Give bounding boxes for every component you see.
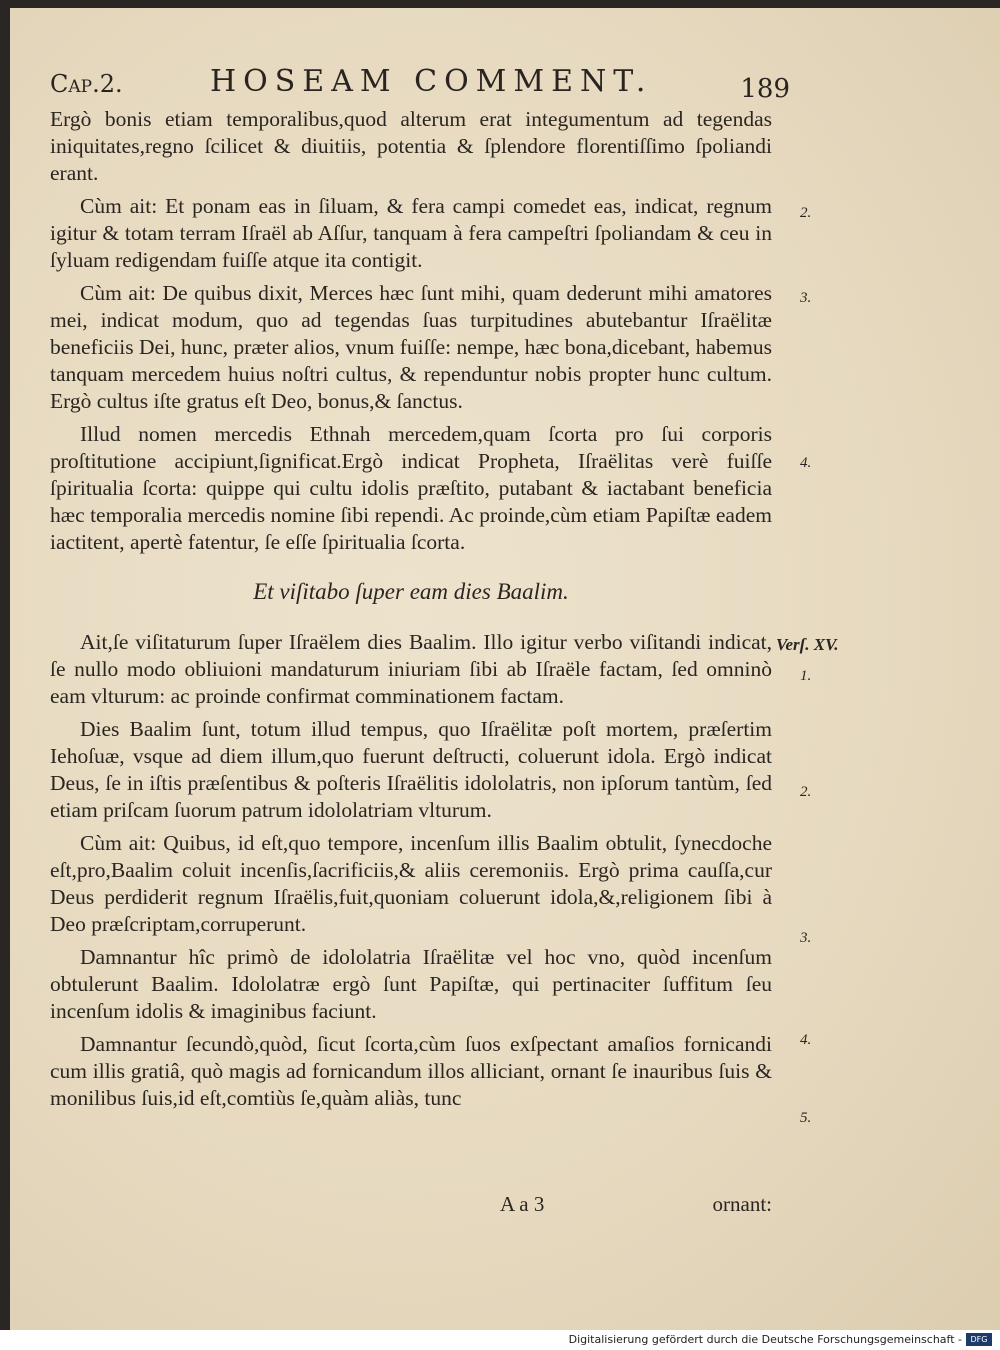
margin-note: 2. [800, 205, 812, 221]
margin-note: 5. [800, 1110, 812, 1126]
paragraph: Dies Baalim ſunt, totum illud tempus, quo Iſraëlitæ poſt mortem, præſertim Iehoſuæ, vsque ad diem illum,quo fuerunt deſtructi, coluerunt idola. Ergò indicat Deus, ſe in iſtis præſentibus & poſteris Iſraëlitis idololatris, non ipſorum tantùm, ſed etiam priſcam ſuorum patrum idololatriam vlturum. [50, 717, 772, 822]
paragraph: Damnantur ſecundò,quòd, ſicut ſcorta,cùm ſuos exſpectant amaſios fornicandi cum illis gratiâ, quò magis ad fornicandum illos alliciant, ornant ſe inauribus ſuis & monilibus ſuis,id eſt,comtiùs ſe,quàm aliàs, tunc [50, 1032, 772, 1110]
paragraph: Ergò bonis etiam temporalibus,quod alterum erat integumentum ad tegendas iniquitates,regno ſcilicet & diuitiis, potentia & ſplendore florentiſſimo ſpoliandi erant. [50, 107, 772, 185]
paragraph: Cùm ait: Quibus, id eſt,quo tempore, incenſum illis Baalim obtulit, ſynecdoche eſt,pro,Baalim coluit incenſis,ſacrificiis,& aliis ceremoniis. Ergò prima cauſſa,cur Deus perdiderit regnum Iſraëlis,fuit,quoniam coluerunt idola,&,religionem ſibi à Deo præſcriptam,corruperunt. [50, 831, 772, 936]
page-number: 189 [740, 74, 790, 104]
funding-notice: Digitalisierung gefördert durch die Deutsche Forschungsgemeinschaft - [568, 1333, 962, 1346]
margin-note: 2. [800, 784, 812, 800]
margin-note: 1. [800, 668, 812, 684]
running-title: HOSEAM COMMENT. [210, 64, 653, 99]
catchword: ornant: [712, 1192, 772, 1216]
paragraph: Cùm ait: De quibus dixit, Merces hæc ſunt mihi, quam dederunt mihi amatores mei, indicat modum, quo ad tegendas ſuas turpitudines abutebantur Iſraëlitæ beneficiis Dei, hunc, præter alios, vnum fuiſſe: nempe, hæc bona,dicebant, habemus tanquam mercedem huius noſtri cultus, & rependuntur nobis propter hunc cultum. Ergò cultus iſte gratus eſt Deo, bonus,& ſanctus. [50, 281, 772, 413]
paragraph: Illud nomen mercedis Ethnah mercedem,quam ſcorta pro ſui corporis proſtitutione accipiunt,ſignificat.Ergò indicat Propheta, Iſraëlitas verè fuiſſe ſpiritualia ſcorta: quippe qui cultu idolis præſtito, putabant & iactabant beneficia hæc temporalia mercedis nomine ſibi rependi. Ac proinde,cùm etiam Papiſtæ eadem iactitent, apertè fatentur, ſe eſſe ſpiritualia ſcorta. [50, 422, 772, 554]
dfg-logo[interactable]: DFG [966, 1333, 992, 1346]
section-heading: Et viſitabo ſuper eam dies Baalim. [253, 579, 569, 604]
paragraph: Cùm ait: Et ponam eas in ſiluam, & fera campi comedet eas, indicat, regnum igitur & totam terram Iſraël ab Aſſur, tanquam à fera campeſtri ſpoliandam & ceu in ſyluam redigendam fuiſſe atque ita contigit. [50, 194, 772, 272]
verse-marker: Verſ. XV. [776, 635, 839, 654]
running-header [50, 64, 790, 104]
main-text [50, 106, 772, 1112]
margin-note: 4. [800, 1032, 812, 1048]
margin-note: 4. [800, 455, 812, 471]
margin-note: 3. [800, 930, 812, 946]
signature-mark: A a 3 [500, 1192, 545, 1216]
margin-note: 3. [800, 290, 812, 306]
paragraph: Damnantur hîc primò de idololatria Iſraëlitæ vel hoc vno, quòd incenſum obtulerunt Baalim. Idololatræ ergò ſunt Papiſtæ, qui pertinaciter ſuffitum ſeu incenſum idolis & imaginibus faciunt. [50, 945, 772, 1023]
chapter-label: Cap.2. [50, 70, 123, 98]
paragraph: Ait,ſe viſitaturum ſuper Iſraëlem dies Baalim. Illo igitur verbo viſitandi indicat, ſe nullo modo obliuioni mandaturum iniuriam ſibi ab Iſraële factam, ſed omninò eam vlturum: ac proinde confirmat comminationem factam. [50, 630, 772, 708]
footer-bar [0, 1330, 1000, 1350]
